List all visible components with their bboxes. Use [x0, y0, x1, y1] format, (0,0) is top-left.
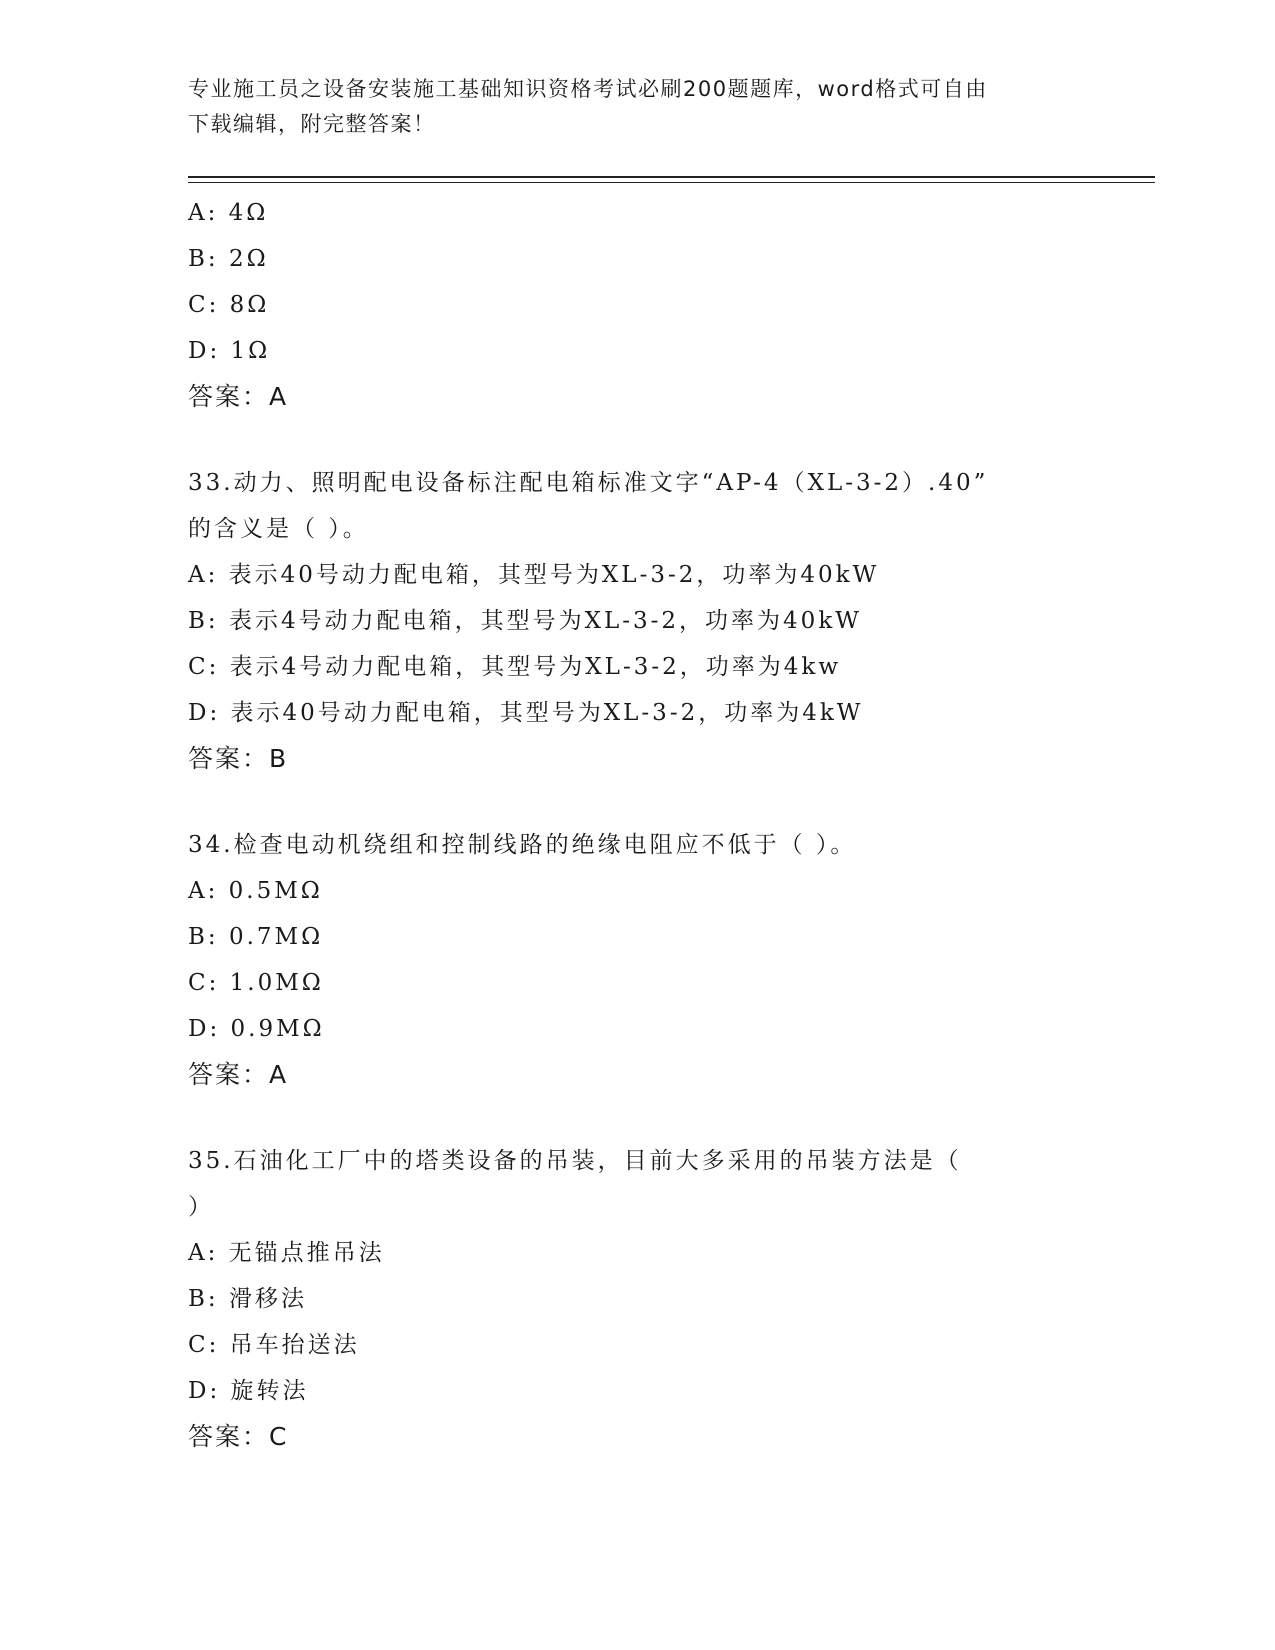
answer-line: 答案：A	[188, 1060, 289, 1089]
header-divider-thin	[188, 182, 1155, 183]
option-d: D: 0.9MΩ	[188, 1016, 325, 1042]
option-c: C: 吊车抬送法	[188, 1332, 360, 1358]
option-a: A: 表示40号动力配电箱，其型号为XL-3-2，功率为40kW	[188, 562, 880, 588]
question-text-line-1: 34.检查电动机绕组和控制线路的绝缘电阻应不低于（ ）。	[188, 832, 857, 858]
question-text-line-2: ）	[188, 1194, 214, 1220]
question-34-block	[188, 822, 1088, 1098]
question-32-block	[188, 190, 1088, 420]
header-divider-thick	[188, 176, 1155, 178]
spacer	[188, 1098, 1088, 1138]
option-c: C: 表示4号动力配电箱，其型号为XL-3-2，功率为4kw	[188, 654, 842, 680]
option-d: D: 表示40号动力配电箱，其型号为XL-3-2，功率为4kW	[188, 700, 864, 726]
question-text-line-1: 33.动力、照明配电设备标注配电箱标准文字“AP-4（XL-3-2）.40”	[188, 470, 989, 496]
question-list	[188, 190, 1088, 1460]
question-35-block	[188, 1138, 1088, 1460]
document-header	[188, 72, 1068, 142]
option-b: B: 滑移法	[188, 1286, 307, 1312]
option-b: B: 0.7MΩ	[188, 924, 324, 950]
spacer	[188, 420, 1088, 460]
option-a: A: 无锚点推吊法	[188, 1240, 385, 1266]
header-line-1: 专业施工员之设备安装施工基础知识资格考试必刷200题题库，word格式可自由	[188, 77, 988, 101]
option-d: D: 1Ω	[188, 338, 271, 364]
spacer	[188, 782, 1088, 822]
question-text-line-1: 35.石油化工厂中的塔类设备的吊装，目前大多采用的吊装方法是（	[188, 1148, 962, 1174]
option-b: B: 表示4号动力配电箱，其型号为XL-3-2，功率为40kW	[188, 608, 862, 634]
option-d: D: 旋转法	[188, 1378, 309, 1404]
answer-line: 答案：A	[188, 382, 289, 411]
option-c: C: 1.0MΩ	[188, 970, 324, 996]
option-c: C: 8Ω	[188, 292, 270, 318]
option-a: A: 0.5MΩ	[188, 878, 323, 904]
question-33-block	[188, 460, 1088, 782]
question-text-line-2: 的含义是（ ）。	[188, 516, 369, 542]
answer-line: 答案：C	[188, 1422, 289, 1451]
option-a: A: 4Ω	[188, 200, 269, 226]
answer-line: 答案：B	[188, 744, 289, 773]
option-b: B: 2Ω	[188, 246, 269, 272]
header-line-2: 下载编辑，附完整答案！	[188, 112, 436, 136]
